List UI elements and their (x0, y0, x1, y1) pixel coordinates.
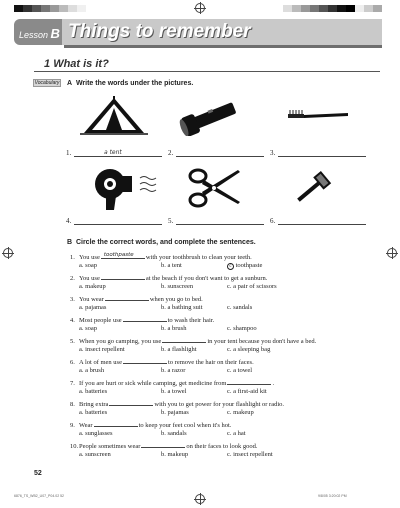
option-b[interactable]: b. a flashlight (161, 346, 197, 353)
toothbrush-icon (286, 108, 350, 124)
question-8: 8. Bring extra with you to get power for your flashlight or radio. a. batteries b. pajamas c. makeup (70, 401, 285, 416)
part-a-instruction: A Write the words under the pictures. (67, 80, 194, 87)
handwritten-answer: toothpaste (103, 252, 134, 258)
question-10: 10. People sometimes wear on their faces to look good. a. sunscreen b. makeup c. insect repellent (70, 443, 273, 458)
page-title: Things to remember (68, 21, 251, 42)
flashlight-icon (176, 98, 246, 136)
answer-blank[interactable] (123, 358, 167, 364)
vocabulary-tag: Vocabulary (34, 80, 60, 86)
gray-registration-bar-right (283, 5, 382, 12)
part-b-instruction: B Circle the correct words, and complete the sentences. (67, 239, 256, 246)
option-b[interactable]: b. a razor (161, 367, 186, 374)
question-7: 7. If you are hurt or sick while camping, get medicine from . a. batteries b. a towel c. a first-aid kit (70, 380, 275, 395)
answer-line-2[interactable]: 2. (168, 148, 264, 157)
question-3: 3. You wear when you go to bed. a. pajamas b. a bathing suit c. sandals (70, 296, 253, 311)
scissors-icon (188, 166, 242, 210)
option-c[interactable]: c. a pair of scissors (227, 283, 277, 290)
option-a[interactable]: a. soap (79, 262, 98, 269)
answer-blank[interactable] (101, 253, 145, 259)
option-a[interactable]: a. batteries (79, 388, 108, 395)
registration-mark-icon (195, 494, 205, 504)
registration-mark-icon (195, 3, 205, 13)
registration-mark-icon (3, 248, 13, 258)
answer-line-5[interactable]: 5. (168, 216, 264, 225)
option-c[interactable]: c. a first-aid kit (227, 388, 267, 395)
answer-line-4[interactable]: 4. (66, 216, 162, 225)
option-c[interactable]: c. makeup (227, 409, 254, 416)
option-c[interactable]: c. a towel (227, 367, 253, 374)
registration-mark-icon (387, 248, 397, 258)
option-b[interactable]: b. makeup (161, 451, 189, 458)
answer-blank[interactable] (141, 442, 185, 448)
answer-blank[interactable] (227, 379, 271, 385)
section-heading: 1 What is it? (44, 58, 109, 70)
circle-mark-icon: c (227, 263, 234, 270)
option-a[interactable]: a. pajamas (79, 304, 107, 311)
answer-line-1[interactable]: 1. a tent (66, 148, 162, 157)
answer-line-3[interactable]: 3. (270, 148, 366, 157)
option-c[interactable]: c. a hat (227, 430, 246, 437)
lesson-label: Lesson B (19, 26, 60, 41)
option-b[interactable]: b. a brush (161, 325, 187, 332)
answer-blank[interactable] (94, 421, 138, 427)
option-b[interactable]: b. pajamas (161, 409, 189, 416)
razor-icon (292, 170, 334, 206)
answer-blank[interactable] (105, 295, 149, 301)
answer-blank[interactable] (109, 400, 153, 406)
answer-line-6[interactable]: 6. (270, 216, 366, 225)
option-a[interactable]: a. batteries (79, 409, 108, 416)
question-4: 4. Most people use to wash their hair. a. soap b. a brush c. shampoo (70, 317, 257, 332)
option-c[interactable]: c. a sleeping bag (227, 346, 271, 353)
option-b[interactable]: b. a towel (161, 388, 187, 395)
question-1: 1. You use toothpaste with your toothbrush to clean your teeth. a. soap b. a tent c toothpaste (70, 252, 263, 269)
handwritten-answer: a tent (104, 149, 122, 156)
section-divider (34, 71, 380, 72)
option-c[interactable]: c toothpaste (227, 262, 262, 270)
option-c[interactable]: c. shampoo (227, 325, 257, 332)
question-6: 6. A lot of men use to remove the hair on their faces. a. a brush b. a razor c. a towel (70, 359, 254, 374)
hair-dryer-icon (92, 166, 162, 210)
option-b[interactable]: b. sandals (161, 430, 187, 437)
answer-blank[interactable] (162, 337, 206, 343)
question-5: 5. When you go camping, you use in your tent because you don't have a bed. a. insect repellent b. a flashlight c. a sleeping bag (70, 338, 317, 353)
option-c[interactable]: c. sandals (227, 304, 253, 311)
question-2: 2. You use at the beach if you don't want to get a sunburn. a. makeup b. sunscreen c. a pair of scissors (70, 275, 277, 290)
answer-blank[interactable] (123, 316, 167, 322)
option-a[interactable]: a. makeup (79, 283, 106, 290)
option-a[interactable]: a. a brush (79, 367, 105, 374)
answer-blank[interactable] (101, 274, 145, 280)
gray-registration-bar (14, 5, 86, 12)
footer-slug: 6876_TS_WB2_U07_P04.02 52 (14, 494, 65, 498)
footer-timestamp: 9/8/05 3:20:02 PM (318, 494, 347, 498)
question-9: 9. Wear to keep your feet cool when it's hot. a. sunglasses b. sandals c. a hat (70, 422, 246, 437)
option-b[interactable]: b. a bathing suit (161, 304, 203, 311)
option-a[interactable]: a. sunglasses (79, 430, 113, 437)
option-a[interactable]: a. insect repellent (79, 346, 125, 353)
lesson-letter: B (50, 26, 60, 41)
page-number: 52 (34, 470, 42, 477)
option-b[interactable]: b. sunscreen (161, 283, 194, 290)
option-b[interactable]: b. a tent (161, 262, 182, 269)
title-shadow (64, 45, 382, 48)
option-a[interactable]: a. sunscreen (79, 451, 111, 458)
tent-icon (80, 96, 148, 136)
option-c[interactable]: c. insect repellent (227, 451, 273, 458)
option-a[interactable]: a. soap (79, 325, 98, 332)
